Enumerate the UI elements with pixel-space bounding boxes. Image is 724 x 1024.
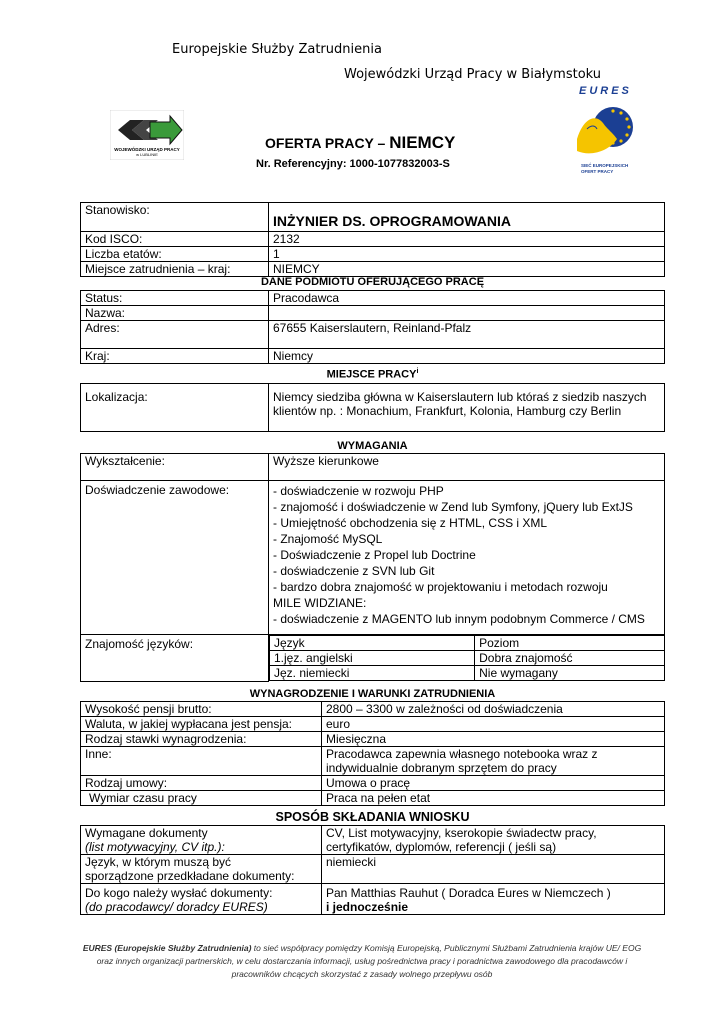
header-org2: Wojewódzki Urząd Pracy w Białymstoku [344, 67, 602, 82]
application-section-title: SPOSÓB SKŁADANIA WNIOSKU [275, 810, 470, 824]
education-label: Wykształcenie: [81, 454, 269, 481]
country-label: Kraj: [81, 349, 269, 364]
wup-logo-text1: WOJEWÓDZKI URZĄD PRACY [114, 147, 180, 152]
name-label: Nazwa: [81, 306, 269, 321]
address-label: Adres: [81, 321, 269, 349]
time-label: Wymiar czasu pracy [81, 791, 322, 806]
title-country: NIEMCY [389, 133, 456, 152]
docs-value: CV, List motywacyjny, kserokopie świadectw pracy, certyfikatów, dyplomów, referencji ( jeśli są) [322, 826, 665, 855]
languages-table [269, 635, 665, 681]
docs-label: Wymagane dokumenty [85, 826, 208, 840]
experience-item: - doświadczenie w rozwoju PHP [273, 484, 444, 498]
employer-table [80, 290, 665, 364]
footer-line2: oraz innych organizacji partnerskich, w celu dostarczania informacji, usług pośrednictwa pracy i poradnictwa zawodowego dla pracodawców i [96, 956, 628, 966]
footer-rest1: to sieć współpracy pomiędzy Komisją Europejską, Publicznymi Służbami Zatrudnienia krajów UE/ EOG [251, 943, 642, 953]
eures-hand-icon [573, 99, 638, 161]
experience-item: MILE WIDZIANE: [273, 596, 367, 610]
isco-label: Kod ISCO: [81, 232, 269, 247]
table-row [270, 666, 665, 681]
docs-label-note: (list motywacyjny, CV itp.): [85, 840, 225, 854]
languages-label: Znajomość języków: [81, 635, 269, 682]
page-title [265, 133, 455, 153]
position-value: INŻYNIER DS. OPROGRAMOWANIA [269, 203, 665, 232]
isco-value: 2132 [269, 232, 665, 247]
lang-level: Nie wymagany [475, 666, 664, 681]
salary-table [80, 701, 665, 806]
jobs-label: Liczba etatów: [81, 247, 269, 262]
eures-logo [573, 85, 638, 180]
location-value: Niemcy siedziba główna w Kaiserslautern lub któraś z siedzib naszych klientów np. : Monachium, Frankfurt, Kolonia, Hamburg czy Berlin [269, 384, 665, 432]
lang-header-language: Język [270, 636, 475, 651]
jobs-value: 1 [269, 247, 665, 262]
currency-value: euro [322, 717, 665, 732]
currency-label: Waluta, w jakiej wypłacana jest pensja: [81, 717, 322, 732]
header-org1: Europejskie Służby Zatrudnienia [172, 42, 382, 57]
footer-line1 [60, 942, 664, 955]
workplace-title-text: MIEJSCE PRACY [326, 368, 417, 381]
lang-language: 1.jęz. angielski [270, 651, 475, 666]
experience-item: - Znajomość MySQL [273, 532, 383, 546]
name-value [269, 306, 665, 321]
experience-list [269, 481, 665, 635]
eures-logo-sub1: SIEĆ EUROPEJSKICH [581, 163, 629, 168]
lang-language: Jęz. niemiecki [270, 666, 475, 681]
time-value: Praca na pełen etat [322, 791, 665, 806]
table-row [270, 651, 665, 666]
experience-item: - znajomość i doświadczenie w Zend lub Symfony, jQuery lub ExtJS [273, 500, 633, 514]
application-table [80, 825, 665, 915]
send-value2: i jednocześnie [326, 900, 409, 914]
other-label: Inne: [81, 747, 322, 776]
experience-item: - doświadczenie z MAGENTO lub innym podobnym Commerce / CMS [273, 612, 645, 626]
address-value: 67655 Kaiserslautern, Reinland-Pfalz [269, 321, 665, 349]
experience-label: Doświadczenie zawodowe: [81, 481, 269, 635]
workplace-footnote-mark: i [416, 368, 419, 375]
experience-item: - doświadczenie z SVN lub Git [273, 564, 435, 578]
other-value: Pracodawca zapewnia własnego notebooka wraz z indywidualnie dobranym sprzętem do pracy [322, 747, 665, 776]
languages-cell [269, 635, 665, 682]
job-table [80, 202, 665, 277]
workplace-table [80, 383, 665, 432]
wup-logo-text2: w LUBLINIE [136, 152, 158, 157]
send-label-note: (do pracodawcy/ doradcy EURES) [85, 900, 268, 914]
type-value: Miesięczna [322, 732, 665, 747]
lang-docs-label: Język, w którym muszą być sporządzone przedkładane dokumenty: [81, 855, 322, 884]
eures-logo-text: EURES [579, 85, 632, 97]
eures-logo-sub2: OFERT PRACY [581, 169, 614, 174]
experience-item: - Umiejętność obchodzenia się z HTML, CSS i XML [273, 516, 548, 530]
title-prefix: OFERTA PRACY – [265, 135, 386, 151]
send-value-cell [322, 884, 665, 915]
experience-item: - Doświadczenie z Propel lub Doctrine [273, 548, 476, 562]
experience-item: - bardzo dobra znajomość w projektowaniu i metodach rozwoju [273, 580, 608, 594]
education-value: Wyższe kierunkowe [269, 454, 665, 481]
contract-label: Rodzaj umowy: [81, 776, 322, 791]
gross-value: 2800 – 3300 w zależności od doświadczenia [322, 702, 665, 717]
status-label: Status: [81, 291, 269, 306]
requirements-table [80, 453, 665, 682]
type-label: Rodzaj stawki wynagrodzenia: [81, 732, 322, 747]
lang-header-level: Poziom [475, 636, 664, 651]
lang-level: Dobra znajomość [475, 651, 664, 666]
location-label: Lokalizacja: [81, 384, 269, 432]
place-value: NIEMCY [269, 262, 665, 277]
contract-value: Umowa o pracę [322, 776, 665, 791]
lang-docs-value: niemiecki [322, 855, 665, 884]
footer-line3: pracowników chcących skorzystać z zasady wolnego przepływu osób [231, 969, 493, 979]
employer-section-title: DANE PODMIOTU OFERUJĄCEGO PRACĘ [260, 276, 485, 288]
country-value: Niemcy [269, 349, 665, 364]
send-label: Do kogo należy wysłać dokumenty: [85, 886, 273, 900]
status-value: Pracodawca [269, 291, 665, 306]
docs-label-cell [81, 826, 322, 855]
place-label: Miejsce zatrudnienia – kraj: [81, 262, 269, 277]
send-value: Pan Matthias Rauhut ( Doradca Eures w Niemczech ) [326, 886, 611, 900]
footer-bold: EURES (Europejskie Służby Zatrudnienia) [82, 943, 252, 953]
send-label-cell [81, 884, 322, 915]
page-footer [60, 942, 664, 981]
reference-number: Nr. Referencyjny: 1000-1077832003-S [256, 158, 450, 170]
gross-label: Wysokość pensji brutto: [81, 702, 322, 717]
position-label: Stanowisko: [81, 203, 269, 232]
salary-section-title: WYNAGRODZENIE I WARUNKI ZATRUDNIENIA [249, 688, 496, 700]
wup-logo [110, 110, 184, 160]
requirements-section-title: WYMAGANIA [337, 440, 408, 452]
workplace-section-title [80, 368, 665, 381]
